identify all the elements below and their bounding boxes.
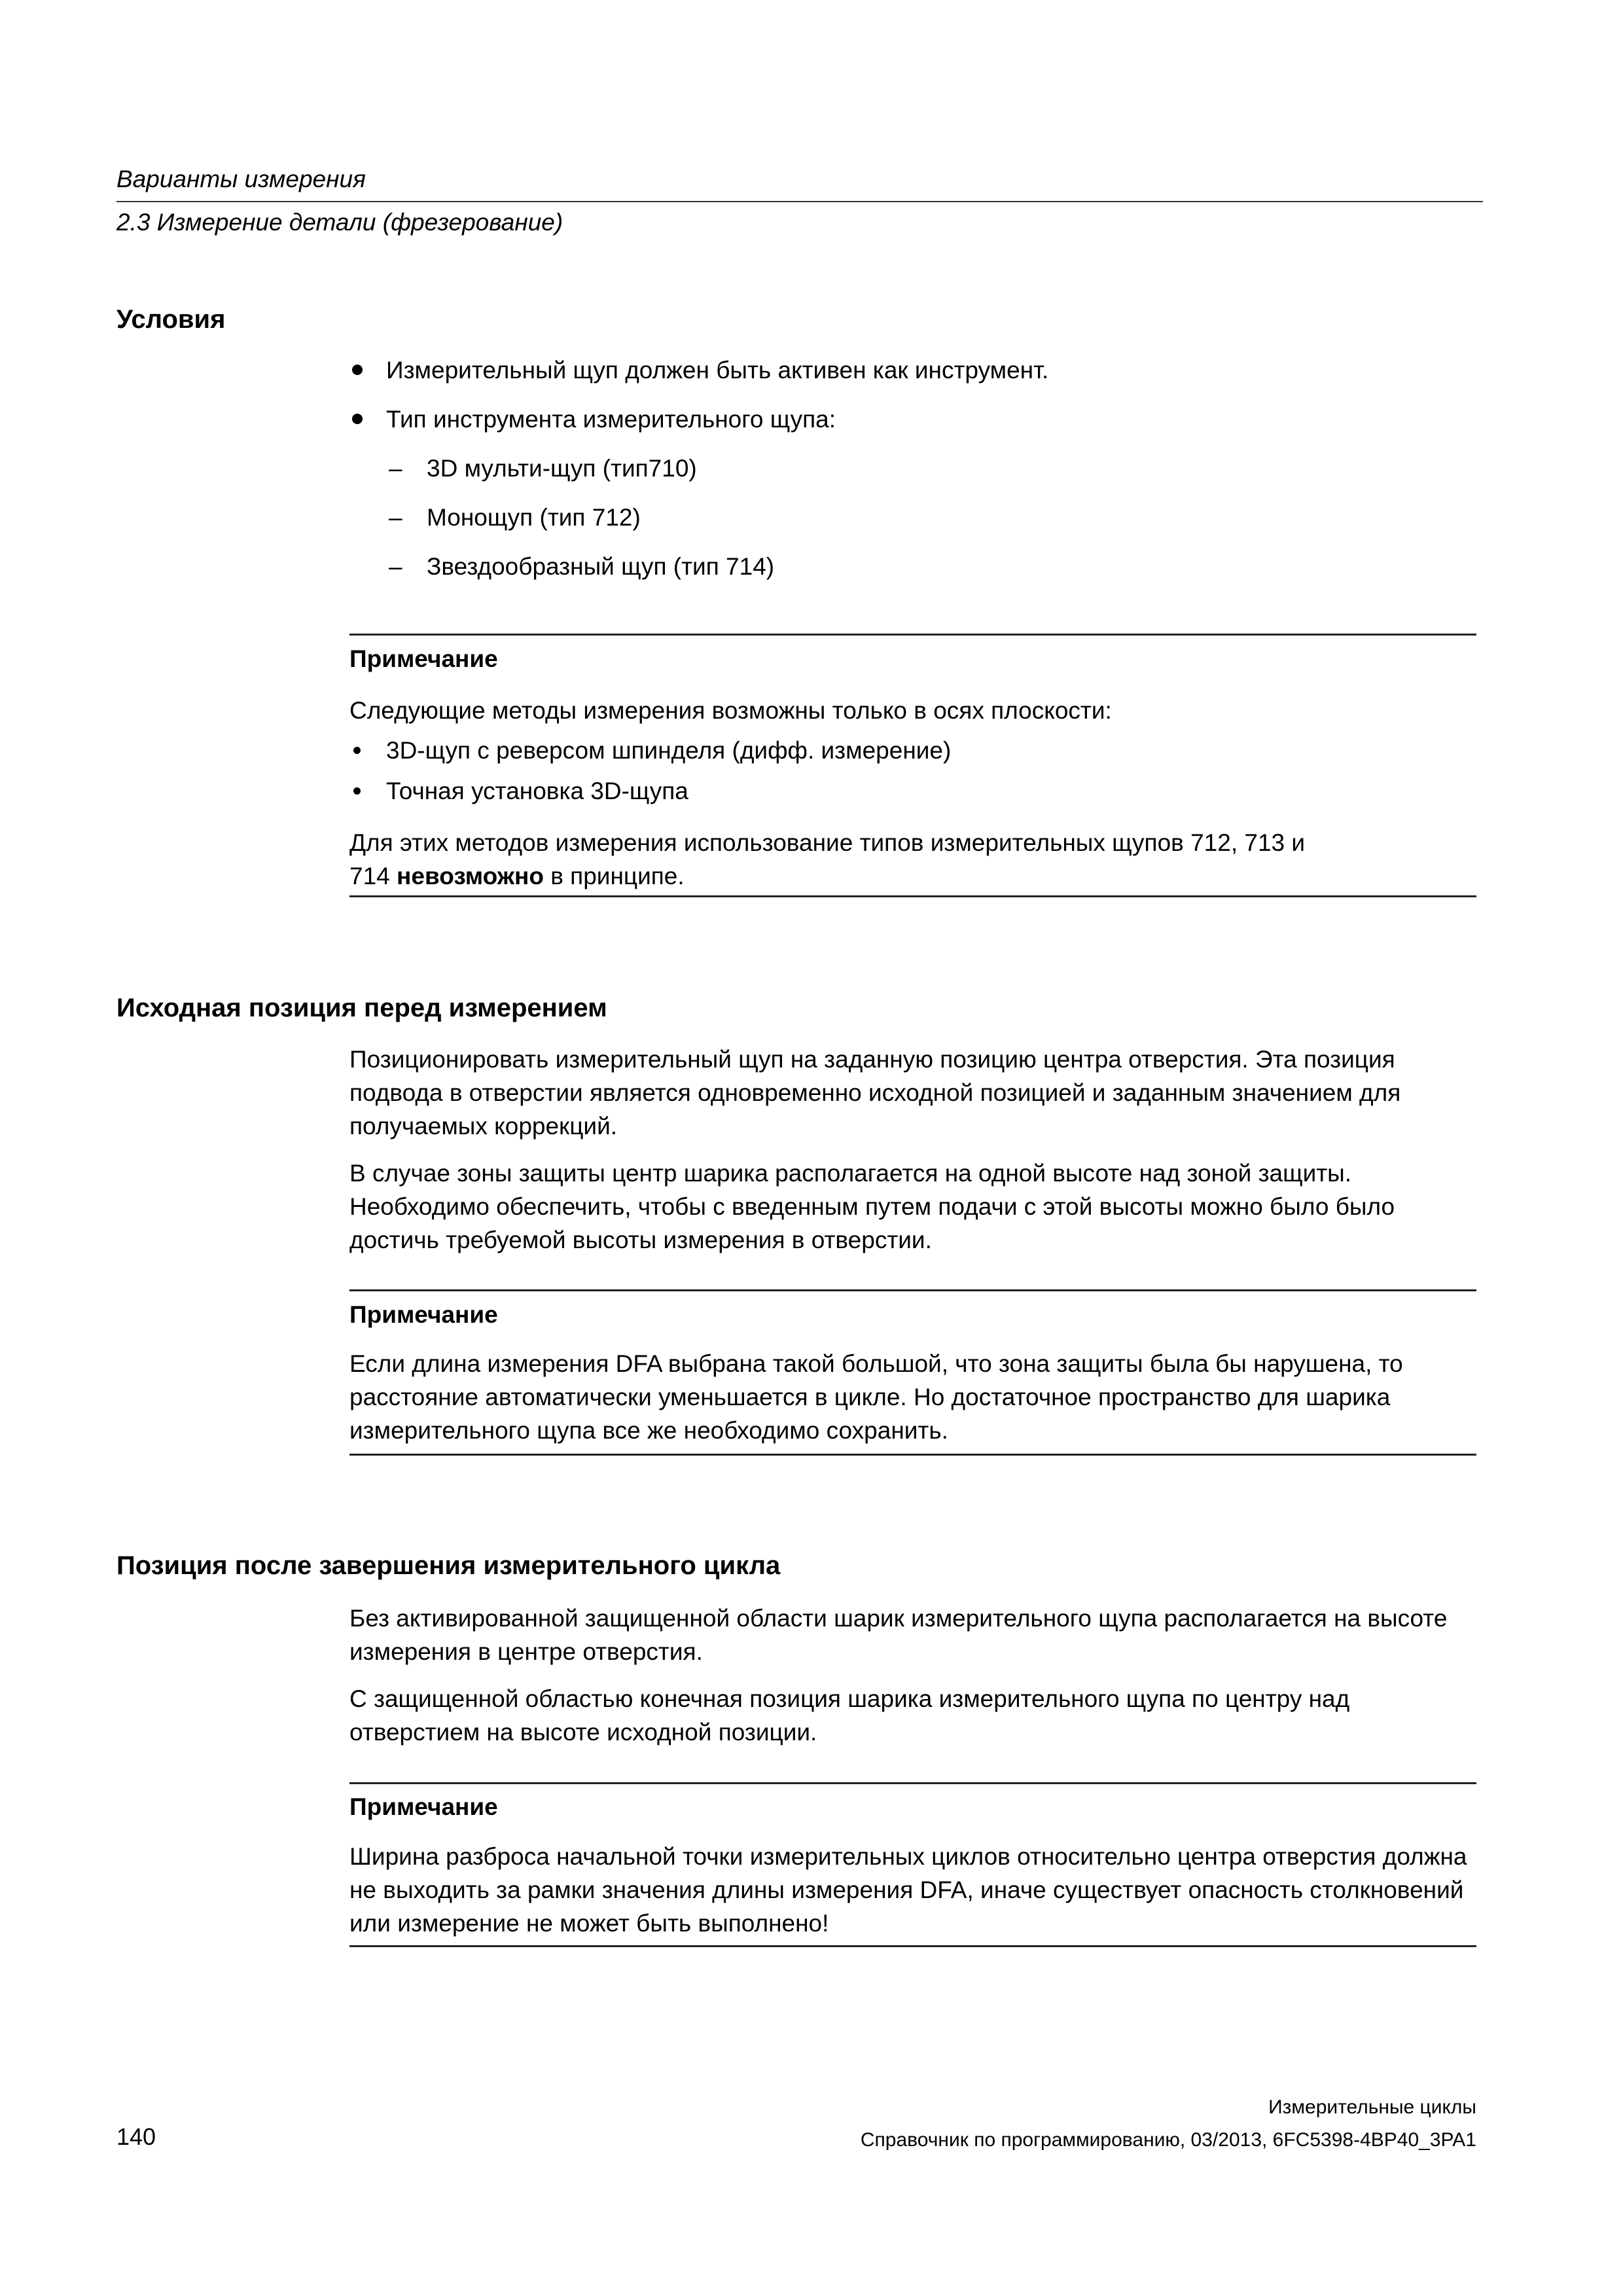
end-position-note-text: Ширина разброса начальной точки измерительных циклов относительно центра отверстия должна не выходить за рамки значения длины измерения DFA, иначе существует опасность столкновений или измерение не может быть выполнено! [349, 1843, 1467, 1937]
probe-type-text: 3D мульти-щуп (тип710) [427, 455, 697, 482]
end-position-paragraph-1: Без активированной защищенной области шарик измерительного щупа располагается на высоте измерения в центре отверстия. [349, 1605, 1448, 1665]
note-title: Примечание [349, 1301, 498, 1328]
note-bottom-rule [349, 895, 1476, 897]
note-top-rule [349, 634, 1476, 636]
note-outro-line: Для этих методов измерения использование типов измерительных щупов 712, 713 и [349, 829, 1306, 856]
start-position-note-text: Если длина измерения DFA выбрана такой большой, что зона защиты была бы нарушена, то расстояние автоматически уменьшается в цикле. Но достаточное пространство для шарика измерительного щупа все же необходимо сохранить. [349, 1350, 1403, 1444]
note-intro: Следующие методы измерения возможны только в осях плоскости: [349, 697, 1112, 724]
condition-bullet-text: Измерительный щуп должен быть активен как инструмент. [386, 357, 1049, 384]
note-top-rule [349, 1782, 1476, 1784]
note-outro-text: в принципе. [543, 863, 685, 889]
page-number: 140 [116, 2123, 156, 2150]
running-header-section: 2.3 Измерение детали (фрезерование) [116, 209, 563, 236]
heading-start-position: Исходная позиция перед измерением [116, 994, 607, 1022]
note-bottom-rule [349, 1945, 1476, 1947]
footer-manual-title: Измерительные циклы [1268, 2096, 1476, 2118]
note-bullet-text: Точная установка 3D-щупа [386, 778, 688, 804]
start-position-paragraph-1: Позиционировать измерительный щуп на заданную позицию центра отверстия. Эта позиция подвода в отверстии является одновременно исходной позицией и заданным значением для получаемых коррекций. [349, 1046, 1401, 1139]
heading-conditions: Условия [116, 305, 226, 334]
running-header-chapter: Варианты измерения [116, 166, 366, 192]
condition-bullet-text: Тип инструмента измерительного щупа: [386, 406, 836, 433]
footer-document-reference: Справочник по программированию, 03/2013, 6FC5398-4BP40_3PA1 [860, 2129, 1476, 2151]
note-outro-text: 714 [349, 863, 397, 889]
note-bottom-rule [349, 1454, 1476, 1456]
dash-marker: – [389, 455, 402, 482]
note-bullet-text: 3D-щуп с реверсом шпинделя (дифф. измерение) [386, 737, 952, 764]
note-outro [349, 826, 1475, 893]
header-rule [116, 201, 1483, 202]
heading-end-position: Позиция после завершения измерительного цикла [116, 1551, 781, 1580]
probe-type-text: Звездообразный щуп (тип 714) [427, 553, 775, 580]
probe-type-text: Монощуп (тип 712) [427, 504, 641, 531]
end-position-paragraph-2: С защищенной областью конечная позиция шарика измерительного щупа по центру над отверстием на высоте исходной позиции. [349, 1685, 1350, 1746]
start-position-paragraph-2: В случае зоны защиты центр шарика располагается на одной высоте над зоной защиты. Необходимо обеспечить, чтобы с введенным путем подачи с этой высоты можно было было достичь требуемой высоты измерения в отверстии. [349, 1160, 1395, 1253]
note-top-rule [349, 1289, 1476, 1291]
note-title: Примечание [349, 1793, 498, 1820]
note-outro-emphasis: невозможно [397, 863, 544, 889]
note-outro-line [349, 859, 1475, 893]
dash-marker: – [389, 553, 402, 580]
dash-marker: – [389, 504, 402, 531]
note-title: Примечание [349, 645, 498, 672]
